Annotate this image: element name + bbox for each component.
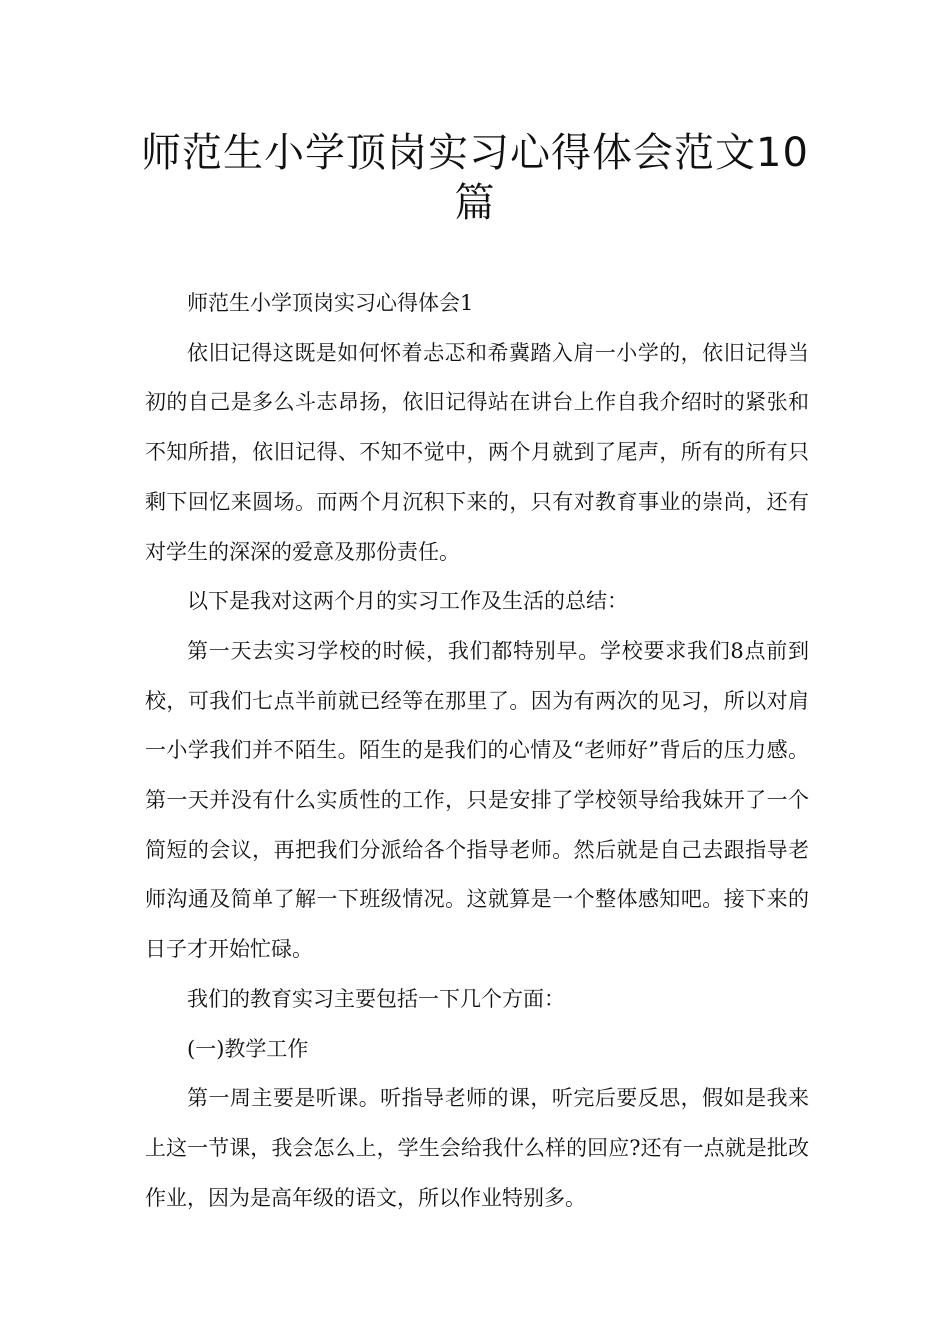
paragraph: 第一天去实习学校的时候，我们都特别早。学校要求我们8点前到校，可我们七点半前就已经等在那里了。因为有两次的见习，所以对肩一小学我们并不陌生。陌生的是我们的心情及“老师好”背后的压力感。第一天并没有什么实质性的工作，只是安排了学校领导给我妹开了一个简短的会议，再把我们分派给各个指导老师。然后就是自己去跟指导老师沟通及简单了解一下班级情况。这就算是一个整体感知吧。接下来的日子才开始忙碌。 (145, 638, 809, 962)
paragraph: 依旧记得这既是如何怀着忐忑和希冀踏入肩一小学的，依旧记得当初的自己是多么斗志昂扬，依旧记得站在讲台上作自我介绍时的紧张和不知所措，依旧记得、不知不觉中，两个月就到了尾声，所有的所有只剩下回忆来圆场。而两个月沉积下来的，只有对教育事业的崇尚，还有对学生的深深的爱意及那份责任。 (145, 340, 809, 564)
paragraph: 我们的教育实习主要包括一下几个方面： (187, 986, 565, 1011)
paragraph: 以下是我对这两个月的实习工作及生活的总结： (187, 589, 628, 614)
section-heading: 师范生小学顶岗实习心得体会1 (187, 291, 474, 315)
document-body (145, 279, 809, 1223)
paragraph: 第一周主要是听课。听指导老师的课，听完后要反思，假如是我来上这一节课，我会怎么上，学生会给我什么样的回应?还有一点就是批改作业，因为是高年级的语文，所以作业特别多。 (145, 1086, 809, 1210)
document-title: 师范生小学顶岗实习心得体会范文10篇 (141, 130, 809, 226)
subsection-heading: (一)教学工作 (187, 1036, 309, 1061)
